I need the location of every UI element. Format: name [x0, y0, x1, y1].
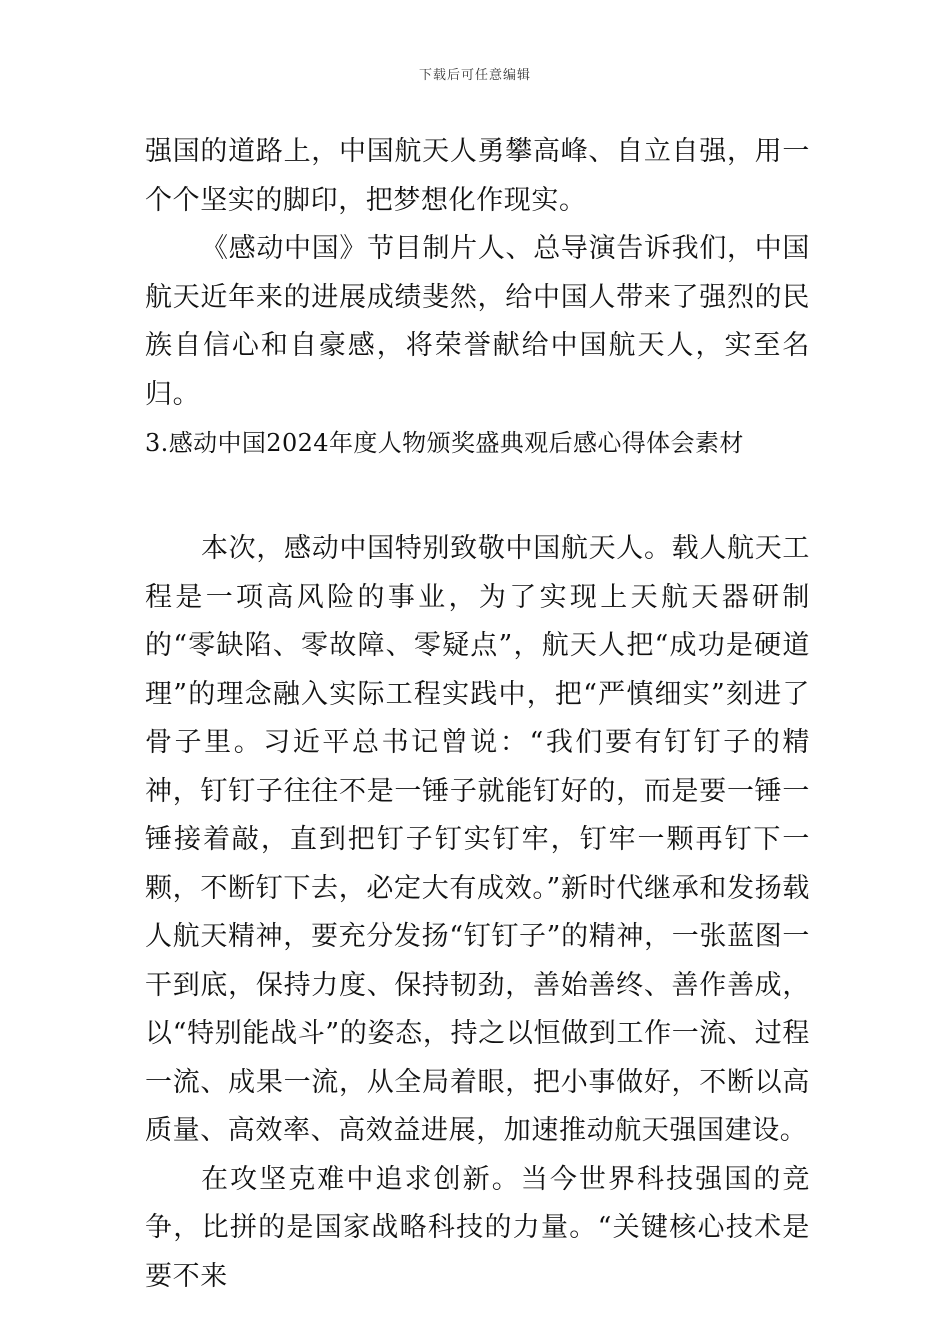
- page-header-note: 下载后可任意编辑: [418, 68, 531, 83]
- paragraph-producer-quote: 《感动中国》节目制片人、总导演告诉我们，中国航天近年来的进展成绩斐然，给中国人带来了强烈的民族自信心和自豪感，将荣誉献给中国航天人，实至名归。: [145, 233, 810, 410]
- paragraph-innovation: 在攻坚克难中追求创新。当今世界科技强国的竞争，比拼的是国家战略科技的力量。“关键核心技术是要不来: [145, 1163, 810, 1292]
- paragraph-continued: 强国的道路上，中国航天人勇攀高峰、自立自强，用一个个坚实的脚印，把梦想化作现实。: [145, 136, 810, 216]
- section-spacer: [145, 467, 810, 525]
- document-body: [145, 128, 810, 1301]
- section-heading: 3.感动中国2024年度人物颁奖盛典观后感心得体会素材: [145, 429, 744, 457]
- paragraph-tribute: 本次，感动中国特别致敬中国航天人。载人航天工程是一项高风险的事业，为了实现上天航天器研制的“零缺陷、零故障、零疑点”，航天人把“成功是硬道理”的理念融入实际工程实践中，把“严慎细实”刻进了骨子里。习近平总书记曾说：“我们要有钉钉子的精神，钉钉子往往不是一锤子就能钉好的，而是要一锤一锤接着敲，直到把钉子钉实钉牢，钉牢一颗再钉下一颗，不断钉下去，必定大有成效。”新时代继承和发扬载人航天精神，要充分发扬“钉钉子”的精神，一张蓝图一干到底，保持力度、保持韧劲，善始善终、善作善成，以“特别能战斗”的姿态，持之以恒做到工作一流、过程一流、成果一流，从全局着眼，把小事做好，不断以高质量、高效率、高效益进展，加速推动航天强国建设。: [145, 533, 810, 1146]
